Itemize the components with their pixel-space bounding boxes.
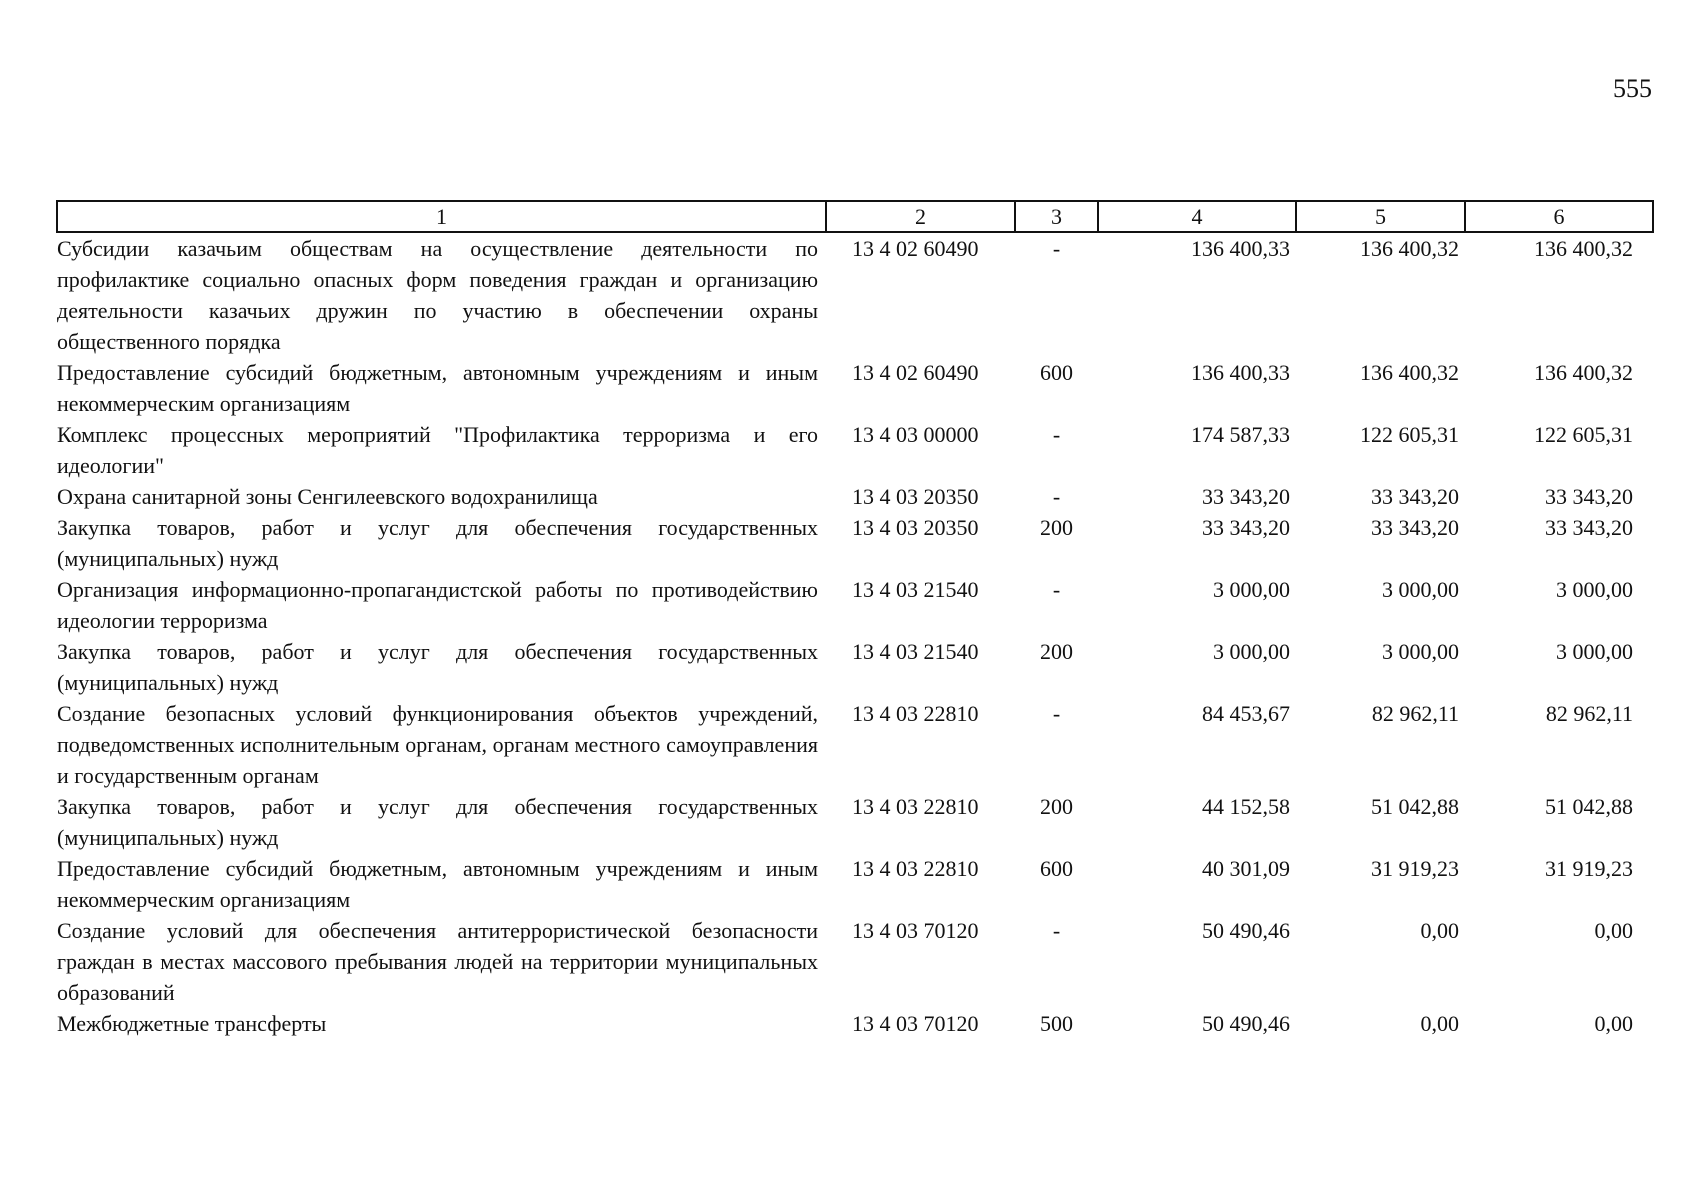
row-value-5: 0,00	[1420, 918, 1459, 943]
budget-table-container	[56, 200, 1652, 1039]
row-name: Организация информационно-пропагандистской работы по противодействию идеологии терроризма	[57, 577, 818, 633]
row-expense-type: -	[1052, 236, 1061, 261]
column-header-2: 2	[826, 201, 1015, 232]
row-code: 13 4 03 22810	[852, 794, 979, 819]
row-value-4: 33 343,20	[1202, 515, 1290, 540]
table-row	[57, 512, 1653, 574]
row-value-4: 40 301,09	[1202, 856, 1290, 881]
row-value-4: 84 453,67	[1202, 701, 1290, 726]
row-code: 13 4 03 22810	[852, 701, 979, 726]
row-name: Создание условий для обеспечения антитеррористической безопасности граждан в местах массового пребывания людей на территории муниципальных образований	[57, 918, 818, 1005]
row-name: Межбюджетные трансферты	[57, 1011, 327, 1036]
row-value-5: 0,00	[1420, 1011, 1459, 1036]
row-value-4: 136 400,33	[1191, 360, 1290, 385]
row-code: 13 4 03 20350	[852, 515, 979, 540]
header-row	[57, 201, 1653, 232]
row-name: Создание безопасных условий функционирования объектов учреждений, подведомственных исполнительным органам, органам местного самоуправления и государственным органам	[57, 701, 818, 788]
row-value-4: 50 490,46	[1202, 918, 1290, 943]
row-name: Охрана санитарной зоны Сенгилеевского водохранилища	[57, 484, 598, 509]
table-row	[57, 636, 1653, 698]
row-value-6: 136 400,32	[1534, 236, 1633, 261]
row-name: Закупка товаров, работ и услуг для обеспечения государственных (муниципальных) нужд	[57, 639, 818, 695]
column-header-3: 3	[1015, 201, 1098, 232]
row-expense-type: -	[1052, 701, 1061, 726]
row-value-5: 136 400,32	[1360, 360, 1459, 385]
table-row	[57, 791, 1653, 853]
row-code: 13 4 02 60490	[852, 236, 979, 261]
row-expense-type: 200	[1040, 515, 1073, 540]
table-row	[57, 232, 1653, 357]
table-row	[57, 853, 1653, 915]
row-value-6: 0,00	[1594, 918, 1633, 943]
table-row	[57, 698, 1653, 791]
row-value-5: 33 343,20	[1371, 515, 1459, 540]
row-expense-type: 500	[1040, 1011, 1073, 1036]
row-expense-type: -	[1052, 422, 1061, 447]
row-value-6: 33 343,20	[1545, 484, 1633, 509]
row-expense-type: -	[1052, 484, 1061, 509]
row-code: 13 4 03 00000	[852, 422, 979, 447]
page-number: 555	[1613, 74, 1652, 103]
row-code: 13 4 02 60490	[852, 360, 979, 385]
column-header-4: 4	[1098, 201, 1296, 232]
row-value-4: 3 000,00	[1213, 639, 1290, 664]
row-value-6: 3 000,00	[1556, 577, 1633, 602]
row-code: 13 4 03 21540	[852, 577, 979, 602]
table-row	[57, 357, 1653, 419]
row-expense-type: 600	[1040, 856, 1073, 881]
row-value-6: 0,00	[1594, 1011, 1633, 1036]
budget-table	[56, 200, 1654, 1039]
row-value-6: 136 400,32	[1534, 360, 1633, 385]
row-code: 13 4 03 70120	[852, 1011, 979, 1036]
row-name: Комплекс процессных мероприятий "Профилактика терроризма и его идеологии"	[57, 422, 818, 478]
table-row	[57, 481, 1653, 512]
table-header	[57, 201, 1653, 232]
row-expense-type: 600	[1040, 360, 1073, 385]
row-code: 13 4 03 21540	[852, 639, 979, 664]
row-expense-type: -	[1052, 577, 1061, 602]
row-value-4: 33 343,20	[1202, 484, 1290, 509]
row-value-6: 3 000,00	[1556, 639, 1633, 664]
row-value-4: 3 000,00	[1213, 577, 1290, 602]
row-value-6: 122 605,31	[1534, 422, 1633, 447]
row-value-6: 82 962,11	[1545, 701, 1633, 726]
row-value-5: 51 042,88	[1371, 794, 1459, 819]
table-body	[57, 232, 1653, 1039]
row-code: 13 4 03 22810	[852, 856, 979, 881]
table-row	[57, 915, 1653, 1008]
table-row	[57, 419, 1653, 481]
row-value-6: 31 919,23	[1545, 856, 1633, 881]
row-value-4: 50 490,46	[1202, 1011, 1290, 1036]
column-header-6: 6	[1465, 201, 1653, 232]
row-value-4: 174 587,33	[1191, 422, 1290, 447]
row-expense-type: -	[1052, 918, 1061, 943]
table-row	[57, 574, 1653, 636]
row-code: 13 4 03 20350	[852, 484, 979, 509]
row-value-4: 44 152,58	[1202, 794, 1290, 819]
row-value-4: 136 400,33	[1191, 236, 1290, 261]
row-expense-type: 200	[1040, 794, 1073, 819]
row-value-5: 3 000,00	[1382, 577, 1459, 602]
row-name: Предоставление субсидий бюджетным, автономным учреждениям и иным некоммерческим организациям	[57, 856, 818, 912]
table-row	[57, 1008, 1653, 1039]
row-value-5: 3 000,00	[1382, 639, 1459, 664]
row-name: Предоставление субсидий бюджетным, автономным учреждениям и иным некоммерческим организациям	[57, 360, 818, 416]
row-value-5: 33 343,20	[1371, 484, 1459, 509]
column-header-5: 5	[1296, 201, 1465, 232]
row-value-6: 33 343,20	[1545, 515, 1633, 540]
row-value-5: 122 605,31	[1360, 422, 1459, 447]
row-expense-type: 200	[1040, 639, 1073, 664]
row-value-5: 82 962,11	[1371, 701, 1459, 726]
row-name: Закупка товаров, работ и услуг для обеспечения государственных (муниципальных) нужд	[57, 515, 818, 571]
column-header-1: 1	[57, 201, 826, 232]
row-name: Субсидии казачьим обществам на осуществление деятельности по профилактике социально опасных форм поведения граждан и организацию деятельности казачьих дружин по участию в обеспечении охраны общественного порядка	[57, 236, 818, 354]
row-name: Закупка товаров, работ и услуг для обеспечения государственных (муниципальных) нужд	[57, 794, 818, 850]
row-value-5: 31 919,23	[1371, 856, 1459, 881]
row-code: 13 4 03 70120	[852, 918, 979, 943]
row-value-6: 51 042,88	[1545, 794, 1633, 819]
row-value-5: 136 400,32	[1360, 236, 1459, 261]
